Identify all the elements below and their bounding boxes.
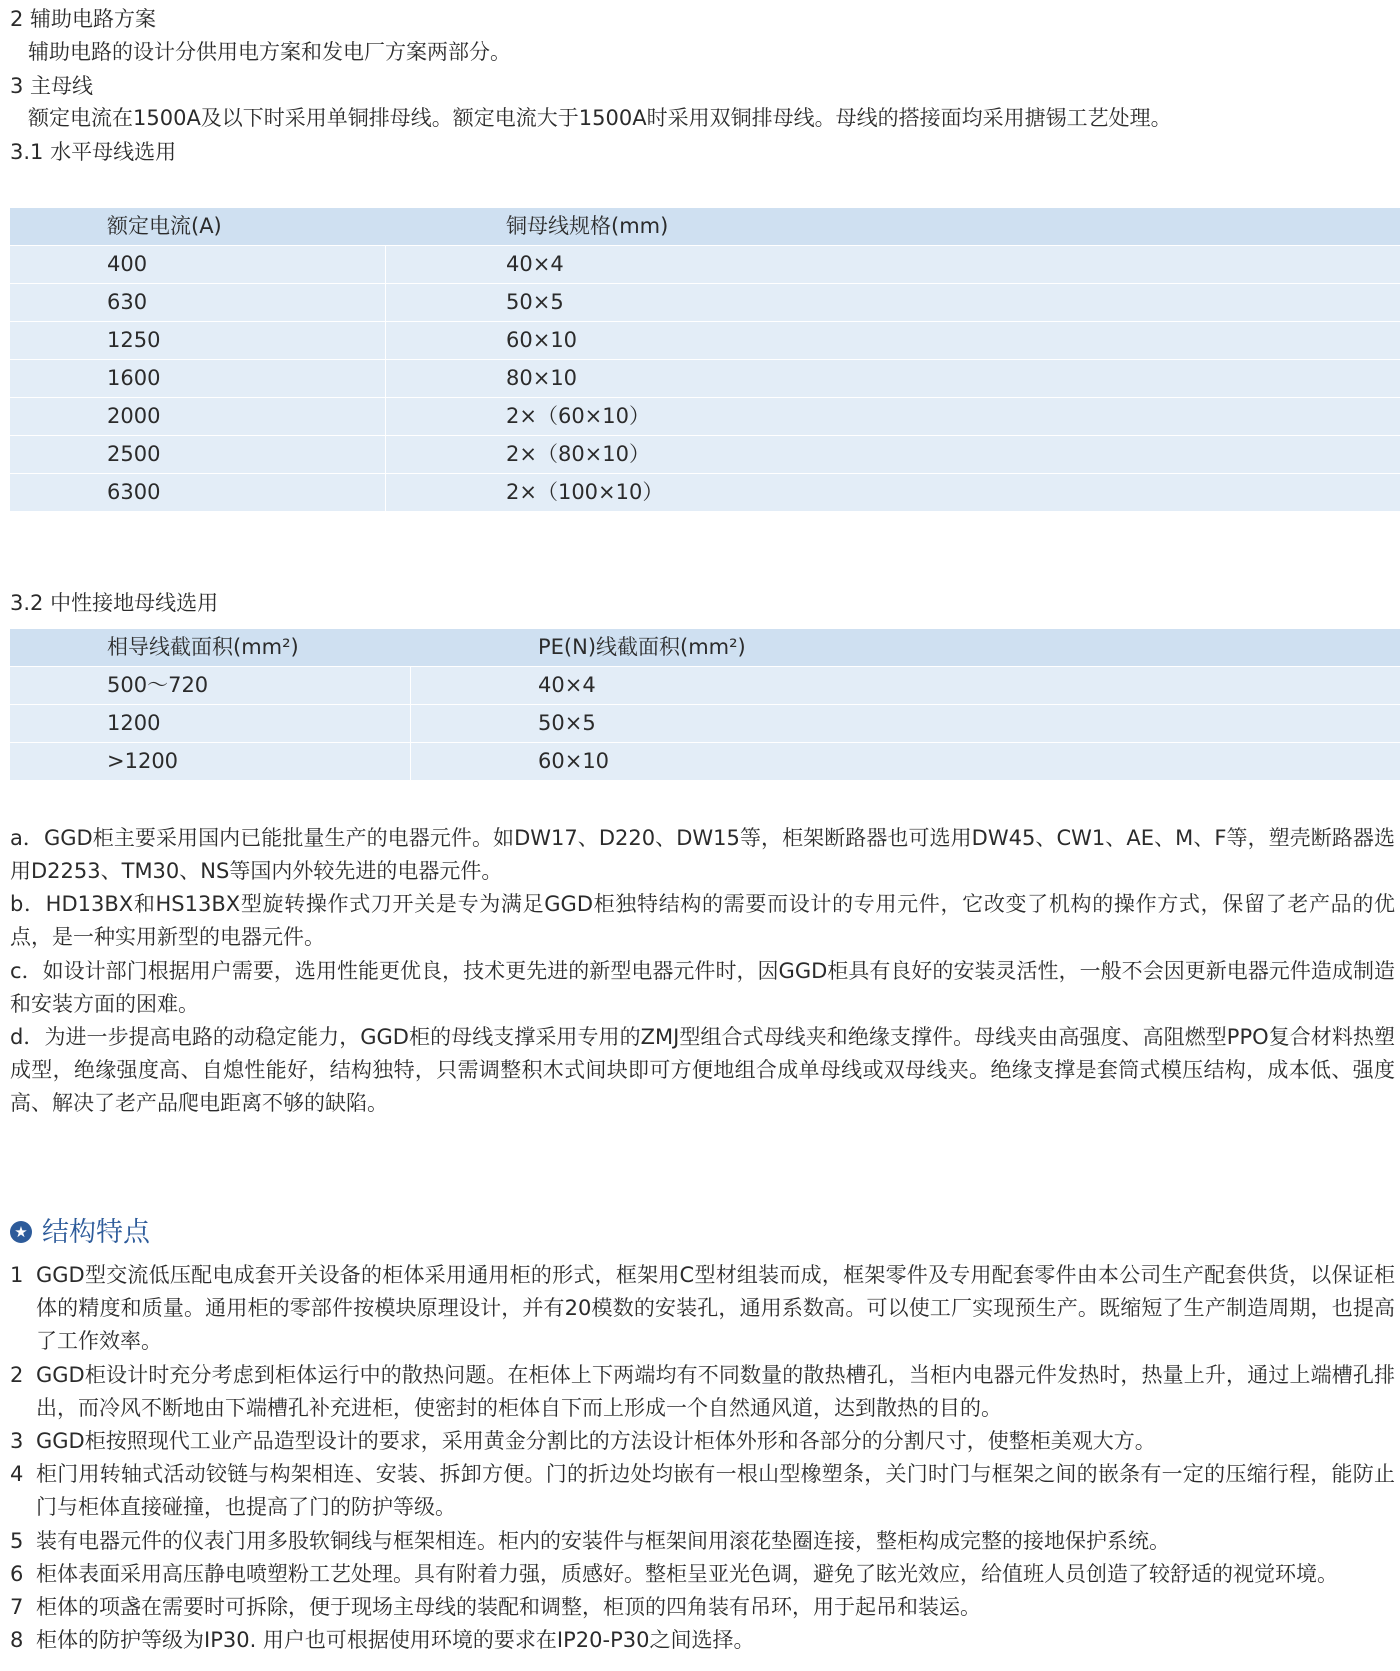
rated-current-cell: 6300 [107,480,161,504]
item-number: 6 [10,1562,24,1586]
rated-current-cell: 2500 [107,442,161,466]
pe-area-cell: 60×10 [538,749,610,773]
item-text: 柜体表面采用高压静电喷塑粉工艺处理。具有附着力强，质感好。整柜呈亚光色调，避免了眩光效应，给值班人员创造了较舒适的视觉环境。 [36,1562,1338,1586]
phase-area-cell: 1200 [107,711,161,735]
item-text: 装有电器元件的仪表门用多股软铜线与框架相连。柜内的安装件与框架间用滚花垫圈连接，整柜构成完整的接地保护系统。 [36,1529,1170,1553]
note-d: d．为进一步提高电路的动稳定能力，GGD柜的母线支撑采用专用的ZMJ型组合式母线夹和绝缘支撑件。母线夹由高强度、高阻燃型PPO复合材料热塑成型，绝缘强度高、自熄性能好，结构独特，只需调整积木式间块即可方便地组合成单母线或双母线夹。绝缘支撑是套筒式模压结构，成本低、强度高、解决了老产品爬电距离不够的缺陷。 [10,1025,1395,1115]
item-number: 3 [10,1429,24,1453]
table-row [10,245,1400,283]
note-b: b．HD13BX和HS13BX型旋转操作式刀开关是专为满足GGD柜独特结构的需要而设计的专用元件，它改变了机构的操作方式，保留了老产品的优点，是一种实用新型的电器元件。 [10,892,1395,949]
list-item [10,1425,1395,1458]
item-text: GGD柜设计时充分考虑到柜体运行中的散热问题。在柜体上下两端均有不同数量的散热槽孔，当柜内电器元件发热时，热量上升，通过上端槽孔排出，而冷风不断地由下端槽孔补充进柜，使密封的柜体自下而上形成一个自然通风道，达到散热的目的。 [36,1363,1395,1420]
main-bus-text: 额定电流在1500A及以下时采用单铜排母线。额定电流大于1500A时采用双铜排母线。母线的搭接面均采用搪锡工艺处理。 [28,106,1172,130]
item-text: 柜体的项盏在需要时可拆除，便于现场主母线的装配和调整，柜顶的四角装有吊环，用于起吊和装运。 [36,1595,981,1619]
list-item [10,1458,1395,1524]
list-item [10,1525,1395,1558]
header-rated-current: 额定电流(A) [107,214,222,238]
bus-spec-cell: 40×4 [506,252,564,276]
table-row [10,473,1400,511]
rated-current-cell: 400 [107,252,148,276]
rated-current-cell: 2000 [107,404,161,428]
item-number: 1 [10,1263,24,1287]
bus-spec-cell: 80×10 [506,366,578,390]
star-icon: ★ [10,1221,32,1243]
aux-circuit-text: 辅助电路的设计分供用电方案和发电厂方案两部分。 [28,40,511,64]
pe-area-cell: 40×4 [538,673,596,697]
header-phase-conductor-area: 相导线截面积(mm²) [107,635,299,659]
header-copper-bus-spec: 铜母线规格(mm) [506,214,669,238]
table-row [10,283,1400,321]
aux-circuit-heading: 2 辅助电路方案 [10,7,157,31]
structure-section-title [10,1213,150,1253]
table-header-row [10,628,1400,666]
main-bus-heading: 3 主母线 [10,74,94,98]
item-number: 8 [10,1628,24,1652]
list-item [10,1359,1395,1425]
neutral-bus-table [10,628,1400,780]
item-text: 柜门用转轴式活动铰链与构架相连、安装、拆卸方便。门的折边处均嵌有一根山型橡塑条，关门时门与框架之间的嵌条有一定的压缩行程，能防止门与柜体直接碰撞，也提高了门的防护等级。 [36,1462,1395,1519]
table-row [10,704,1400,742]
bus-spec-cell: 2×（100×10） [506,480,664,504]
list-item [10,1624,1395,1657]
note-a: a．GGD柜主要采用国内已能批量生产的电器元件。如DW17、D220、DW15等，柜架断路器也可选用DW45、CW1、AE、M、F等，塑壳断路器选用D2253、TM30、NS等国内外较先进的电器元件。 [10,826,1395,883]
bus-spec-cell: 2×（80×10） [506,442,650,466]
list-item [10,1591,1395,1624]
item-text: GGD柜按照现代工业产品造型设计的要求，采用黄金分割比的方法设计柜体外形和各部分的分割尺寸，使整柜美观大方。 [36,1429,1156,1453]
neutral-bus-heading: 3.2 中性接地母线选用 [10,591,219,615]
phase-area-cell: 500～720 [107,673,209,697]
horizontal-bus-heading: 3.1 水平母线选用 [10,140,177,164]
item-number: 2 [10,1363,24,1387]
table-row [10,321,1400,359]
pe-area-cell: 50×5 [538,711,596,735]
rated-current-cell: 1600 [107,366,161,390]
item-number: 4 [10,1462,24,1486]
item-number: 5 [10,1529,24,1553]
item-text: GGD型交流低压配电成套开关设备的柜体采用通用柜的形式，框架用C型材组装而成，框架零件及专用配套零件由本公司生产配套供货，以保证柜体的精度和质量。通用柜的零部件按模块原理设计，并有20模数的安装孔，通用系数高。可以使工厂实现预生产。既缩短了生产制造周期，也提高了工作效率。 [36,1263,1395,1353]
rated-current-cell: 1250 [107,328,161,352]
table-row [10,435,1400,473]
rated-current-cell: 630 [107,290,148,314]
note-c: c．如设计部门根据用户需要，选用性能更优良，技术更先进的新型电器元件时，因GGD柜具有良好的安装灵活性，一般不会因更新电器元件造成制造和安装方面的困难。 [10,959,1395,1016]
list-item [10,1558,1395,1591]
horizontal-bus-table [10,207,1400,511]
table-row [10,397,1400,435]
header-pe-conductor-area: PE(N)线截面积(mm²) [538,635,746,659]
item-text: 柜体的防护等级为IP30. 用户也可根据使用环境的要求在IP20-P30之间选择。 [36,1628,755,1652]
bus-spec-cell: 50×5 [506,290,564,314]
bus-spec-cell: 2×（60×10） [506,404,650,428]
structure-title-text: 结构特点 [42,1217,150,1248]
list-item [10,1259,1395,1358]
bus-spec-cell: 60×10 [506,328,578,352]
table-row [10,666,1400,704]
table-row [10,359,1400,397]
item-number: 7 [10,1595,24,1619]
table-row [10,742,1400,780]
table-header-row [10,207,1400,245]
phase-area-cell: >1200 [107,749,179,773]
